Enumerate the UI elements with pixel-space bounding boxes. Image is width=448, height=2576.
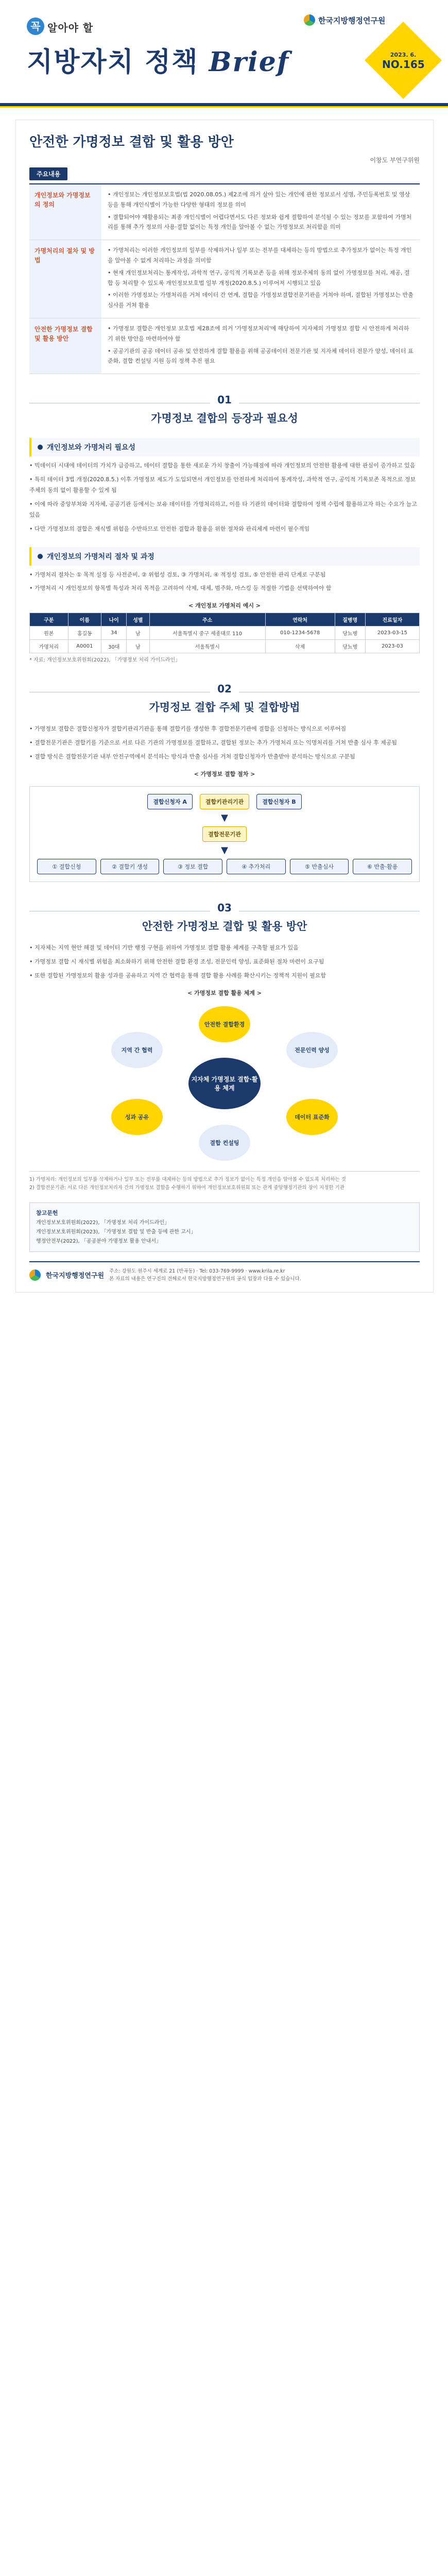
summary-line: • 개인정보는 개인정보보호법(법 2020.08.05.) 제2조에 의거 살아 있는 개인에 관한 정보로서 성명, 주민등록번호 및 영상 등을 통해 개인식별이 가능한 다양한 형태의 정보를 의미	[108, 191, 410, 208]
section-1-heading	[16, 394, 433, 426]
flow-node: 결합전문기관	[202, 826, 247, 842]
paragraph: • 빅데이터 시대에 데이터의 가치가 급증하고, 데이터 결합을 통한 새로운 가치 창출이 가능해짐에 따라 개인정보의 안전한 활용에 대한 관심이 증가하고 있음	[29, 462, 416, 469]
arrow-down-icon: ▼	[221, 812, 228, 823]
summary-value	[101, 240, 420, 318]
table-cell: 서울특별시	[149, 640, 265, 653]
subsection-title: 개인정보와 가명처리 필요성	[47, 444, 136, 452]
header	[0, 0, 448, 127]
flow-node: 결합신청자 B	[256, 794, 301, 809]
flow-steps	[37, 859, 412, 874]
section-number: 02	[210, 683, 239, 695]
issue-date: 2023. 6.	[390, 52, 417, 58]
section-title: 가명정보 결합 주체 및 결합방법	[149, 701, 300, 714]
paragraph: • 가명처리 시 개인정보의 항목별 특성과 처리 목적을 고려하여 삭제, 대체, 범주화, 마스킹 등 적절한 기법을 선택하여야 함	[29, 585, 332, 592]
flow-step: ⑤ 반출심사	[290, 859, 349, 874]
diagram-node: 전문인력 양성	[286, 1032, 338, 1068]
section-2-heading	[16, 683, 433, 715]
flow-step: ① 결합신청	[37, 859, 96, 874]
paragraph: • 또한 결합된 가명정보의 활용 성과를 공유하고 지역 간 협력을 통해 결합 활용 사례를 확산시키는 정책적 지원이 필요함	[29, 972, 326, 979]
summary-key: 개인정보와 가명정보의 정의	[29, 184, 101, 240]
summary-line: • 결합되어야 재활용되는 최종 개인식별이 어렵다면서도 다른 정보와 쉽게 결합하여 분석될 수 있는 정보를 포함하여 가명처리를 통해 추가 정보의 사용·결합 없이는 특정 개인을 알아볼 수 없는 가명정보로 처리함을 의미	[108, 213, 412, 231]
table-cell: 당뇨병	[335, 626, 365, 640]
table-header: 진료일자	[365, 613, 419, 626]
paragraph: • 특히 데이터 3법 개정(2020.8.5.) 이후 가명정보 제도가 도입되면서 개인정보를 안전하게 처리하여 통계작성, 과학적 연구, 공익적 기록보존 목적으로 정보주체의 동의 없이 활용할 수 있게 됨	[29, 476, 416, 494]
paragraph: • 지자체는 지역 현안 해결 및 데이터 기반 행정 구현을 위하여 가명정보 결합 활용 체계를 구축할 필요가 있음	[29, 944, 299, 951]
summary-line: • 공공기관의 공공 데이터 공유 및 안전하게 결합 활용을 위해 공공데이터 전문기관 및 지자체 데이터 전문가 양성, 데이터 표준화, 결합 컨설팅 지원 등의 정책 추진 필요	[108, 347, 413, 365]
table-cell: 홍길동	[68, 626, 101, 640]
section-number: 01	[210, 394, 239, 406]
flow-node: 결합신청자 A	[147, 794, 192, 809]
publication-title	[27, 40, 289, 79]
table-cell: 삭제	[265, 640, 335, 653]
footnote: 1) 가명처리: 개인정보의 일부를 삭제하거나 일부 또는 전부를 대체하는 등의 방법으로 추가 정보가 없이는 특정 개인을 알아볼 수 없도록 처리하는 것	[29, 1176, 346, 1182]
summary-tag: 주요내용	[29, 167, 67, 180]
table-cell: 남	[127, 640, 149, 653]
table-cell: A0001	[68, 640, 101, 653]
volume-badge-text	[382, 40, 424, 71]
table-caption: < 개인정보 가명처리 예시 >	[188, 602, 261, 609]
flow-node: 결합키관리기관	[200, 794, 249, 809]
footer-info	[109, 1267, 301, 1283]
footnotes	[29, 1171, 420, 1192]
diagram-caption: < 가명정보 결합 절차 >	[194, 770, 255, 777]
section-title: 가명정보 결합의 등장과 필요성	[151, 412, 298, 425]
bullet-icon	[38, 445, 43, 450]
footer	[29, 1261, 420, 1283]
header-divider-accent	[0, 106, 448, 108]
diagram-node: 데이터 표준화	[286, 1099, 338, 1135]
summary-line: • 가명정보 결합은 개인정보 보호법 제28조에 의거 '가명정보처리'에 해당하여 지자체의 가명정보 결합 시 안전하게 처리하기 위한 방안을 마련하여야 함	[108, 325, 409, 342]
arrow-down-icon: ▼	[221, 844, 228, 856]
section-body	[29, 461, 420, 534]
summary-line: • 가명처리는 이러한 개인정보의 일부를 삭제하거나 일부 또는 전부를 대체하는 등의 방법으로 추가정보가 없이는 특정 개인을 알아볼 수 없게 처리하는 과정을 의미함	[108, 247, 412, 264]
bullet-icon	[38, 554, 43, 559]
diagram-center: 지자체 가명정보 결합·활용 체계	[188, 1058, 261, 1109]
footnote: 2) 결합전문기관: 서로 다른 개인정보처리자 간의 가명정보 결합을 수행하기 위하여 개인정보보호위원회 또는 관계 중앙행정기관의 장이 지정한 기관	[29, 1184, 344, 1191]
flow-center	[37, 826, 412, 842]
table-cell: 당뇨병	[335, 640, 365, 653]
diagram-node: 안전한 결합환경	[199, 1006, 250, 1042]
table-cell: 2023-03	[365, 640, 419, 653]
flow-participants	[37, 794, 412, 809]
combination-flow-diagram	[29, 786, 420, 882]
table-header: 이름	[68, 613, 101, 626]
summary-value	[101, 318, 420, 374]
footer-address: 주소: 강원도 원주시 세계로 21 (반곡동) · Tel: 033-769-9999 · www.krila.re.kr	[109, 1268, 285, 1274]
summary-line: • 현재 개인정보처리는 통계작성, 과학적 연구, 공익적 기록보존 등을 위해 정보주체의 동의 없이 가명정보를 처리, 제공, 결합 등 처리할 수 있도록 개인정보보호법 일부 개정(2020.8.5.) 이루어져 시행되고 있음	[108, 269, 410, 286]
table-cell: 가명처리	[30, 640, 68, 653]
table-header: 나이	[101, 613, 127, 626]
section-body	[29, 570, 420, 595]
subsection-title: 개인정보의 가명처리 절차 및 과정	[47, 552, 154, 561]
table-cell: 30대	[101, 640, 127, 653]
reference-item: 행정안전부(2022), 「공공분야 가명정보 활용 안내서」	[36, 1238, 162, 1244]
table-cell: 010-1234-5678	[265, 626, 335, 640]
table-cell: 남	[127, 626, 149, 640]
reference-item: 개인정보보호위원회(2023), 「가명정보 결합 및 반출 등에 관한 고시」	[36, 1229, 196, 1235]
footer-institute-name: 한국지방행정연구원	[46, 1272, 105, 1280]
table-header-row	[30, 613, 420, 626]
section-number: 03	[210, 902, 239, 914]
summary-key: 가명처리의 절차 및 방법	[29, 240, 101, 318]
paragraph: • 결합전문기관은 결합키를 기준으로 서로 다른 기관의 가명정보를 결합하고, 결합된 정보는 추가 가명처리 또는 익명처리를 거쳐 반출 심사 후 제공됨	[29, 739, 397, 747]
flow-step: ③ 정보 결합	[163, 859, 222, 874]
summary-table	[29, 183, 420, 374]
table-header: 구분	[30, 613, 68, 626]
article-title: 안전한 가명정보 결합 및 활용 방안	[29, 134, 234, 150]
diagram-caption: < 가명정보 결합 활용 체계 >	[187, 989, 262, 996]
diagram-node: 성과 공유	[111, 1099, 163, 1135]
flow-step: ⑥ 반출·활용	[353, 859, 412, 874]
summary-key: 안전한 가명정보 결합 및 활용 방안	[29, 318, 101, 374]
publication-title-text: 지방자치 정책	[27, 47, 199, 78]
section-title: 안전한 가명정보 결합 및 활용 방안	[142, 920, 307, 933]
summary-value	[101, 184, 420, 240]
table-cell: 서울특별시 중구 세종대로 110	[149, 626, 265, 640]
table-cell: 2023-03-15	[365, 626, 419, 640]
table-header: 질병명	[335, 613, 365, 626]
paragraph: • 이에 따라 중앙부처와 지자체, 공공기관 등에서는 보유 데이터를 가명처리하고, 이를 타 기관의 데이터와 결합하여 정책 수립에 활용하고자 하는 수요가 늘고 있음	[29, 500, 417, 518]
paragraph: • 결합 방식은 결합전문기관 내부 안전구역에서 분석하는 방식과 반출 심사를 거쳐 결합신청자가 반출받아 분석하는 방식으로 구분됨	[29, 753, 355, 760]
table-cell: 34	[101, 626, 127, 640]
publication-brief: Brief	[209, 46, 290, 78]
paragraph: • 가명정보 결합 시 재식별 위험을 최소화하기 위해 안전한 결합 환경 조성, 전문인력 양성, 표준화된 절차 마련이 요구됨	[29, 958, 324, 965]
article-card	[15, 120, 434, 1293]
header-subtitle: 알아야 할	[47, 22, 94, 34]
reference-item: 개인정보보호위원회(2022), 「가명정보 처리 가이드라인」	[36, 1219, 170, 1226]
table-header: 연락처	[265, 613, 335, 626]
utilization-system-diagram	[96, 1006, 353, 1161]
institute-logo	[304, 14, 385, 26]
paragraph: • 가명처리 절차는 ① 목적 설정 등 사전준비, ② 위험성 검토, ③ 가명처리, ④ 적정성 검토, ⑤ 안전한 관리 단계로 구분됨	[29, 571, 326, 578]
table-cell: 원본	[30, 626, 68, 640]
section-body	[29, 943, 420, 981]
section-body	[29, 724, 420, 762]
article-author: 이창도 부연구위원	[370, 157, 420, 164]
subsection-heading	[29, 438, 420, 456]
summary-row	[29, 184, 420, 240]
section-3-heading	[16, 902, 433, 934]
institute-emblem-icon	[304, 14, 315, 26]
pseudonymization-table	[29, 613, 420, 653]
flow-step: ④ 추가처리	[227, 859, 286, 874]
references-box	[29, 1202, 420, 1252]
institute-emblem-icon	[29, 1269, 41, 1281]
summary-row	[29, 240, 420, 318]
references-title: 참고문헌	[36, 1209, 58, 1216]
issue-number: NO.165	[382, 58, 425, 71]
table-header: 성별	[127, 613, 149, 626]
summary-line: • 이러한 가명정보는 가명처리를 거쳐 데이터 간 연계, 결합을 가명정보결합전문기관을 거쳐야 하며, 결합된 가명정보는 반출 심사를 거쳐 활용	[108, 292, 413, 309]
institute-name: 한국지방행정연구원	[318, 15, 386, 25]
table-header: 주소	[149, 613, 265, 626]
subsection-heading	[29, 547, 420, 566]
flow-step: ② 결합키 생성	[100, 859, 160, 874]
paragraph: • 다만 가명정보의 결합은 재식별 위험을 수반하므로 안전한 결합과 활용을 위한 절차와 관리체계 마련이 필수적임	[29, 525, 310, 532]
paragraph: • 가명정보 결합은 결합신청자가 결합키관리기관을 통해 결합키를 생성한 후 결합전문기관에 결합을 신청하는 방식으로 이루어짐	[29, 725, 347, 733]
table-row	[30, 626, 420, 640]
diagram-node: 결합 컨설팅	[199, 1125, 250, 1161]
table-row	[30, 640, 420, 653]
brief-logo-icon: 꼭	[27, 18, 44, 35]
diagram-node: 지역 간 협력	[111, 1032, 163, 1068]
table-source: * 자료: 개인정보보호위원회(2022), 「가명정보 처리 가이드라인」	[29, 657, 181, 664]
footer-copyright: 본 자료의 내용은 연구진의 견해로서 한국지방행정연구원의 공식 입장과 다를 수 있습니다.	[109, 1276, 301, 1282]
summary-row	[29, 318, 420, 374]
